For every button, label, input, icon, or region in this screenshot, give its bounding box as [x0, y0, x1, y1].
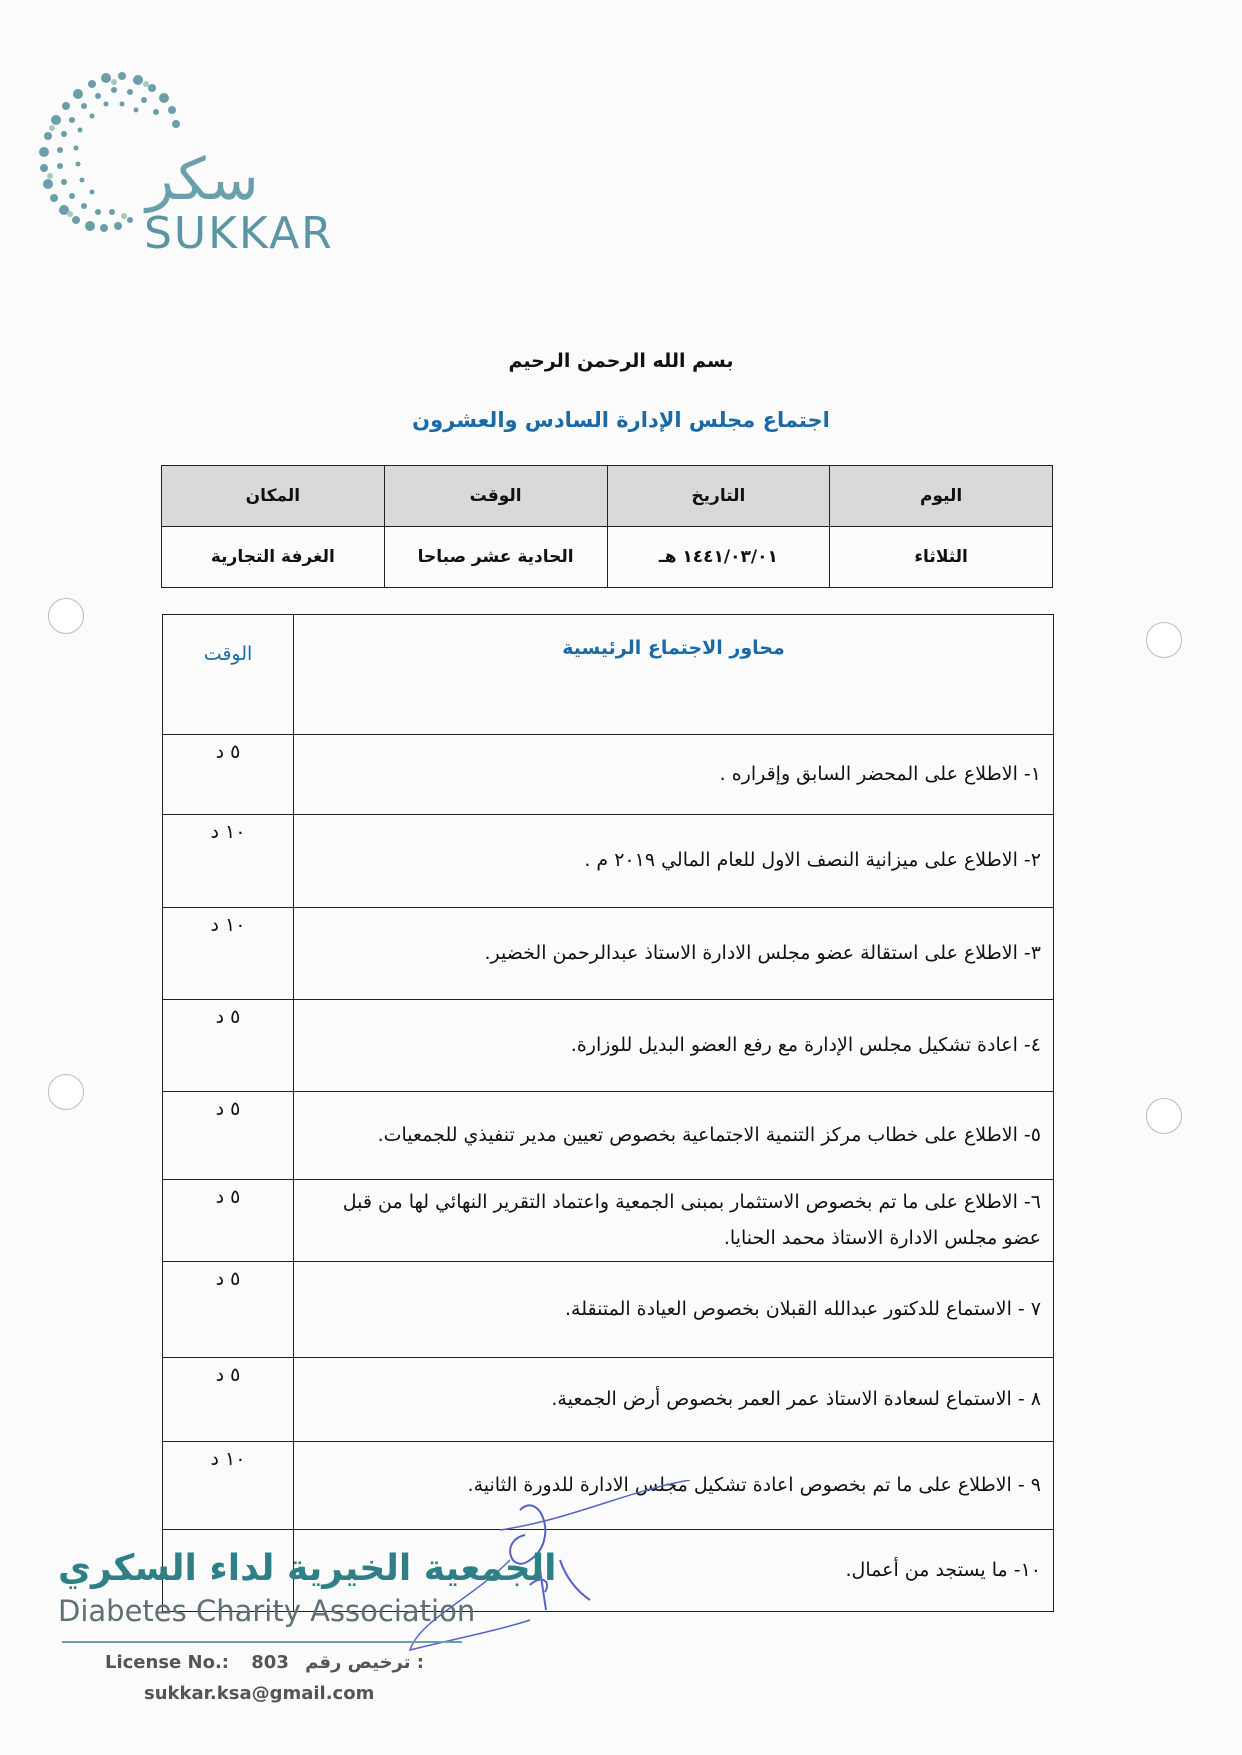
agenda-table: [162, 614, 1054, 1612]
license-number: 803: [251, 1652, 289, 1673]
association-name-english: Diabetes Charity Association: [58, 1594, 476, 1628]
agenda-item-text: ٩ - الاطلاع على ما تم بخصوص اعادة تشكيل مجلس الادارة للدورة الثانية.: [294, 1442, 1054, 1530]
agenda-item-text: ٢- الاطلاع على ميزانية النصف الاول للعام المالي ٢٠١٩ م .: [294, 815, 1054, 908]
agenda-item-text: ٤- اعادة تشكيل مجلس الإدارة مع رفع العضو البديل للوزارة.: [294, 1000, 1054, 1092]
license-label: License No.:: [105, 1652, 229, 1673]
footer-divider: [62, 1641, 462, 1643]
agenda-row: [163, 1000, 1054, 1092]
license-label-arabic: ترخيص رقم :: [305, 1652, 424, 1673]
agenda-row: [163, 1358, 1054, 1442]
punch-hole-icon: [48, 598, 84, 634]
agenda-row: [163, 1180, 1054, 1262]
agenda-item-time: ٥ د: [163, 1180, 294, 1262]
agenda-item-text: ٣- الاطلاع على استقالة عضو مجلس الادارة الاستاذ عبدالرحمن الخضير.: [294, 908, 1054, 1000]
info-header-place: المكان: [162, 466, 385, 527]
info-value-date: ١٤٤١/٠٣/٠١ هـ: [607, 527, 830, 588]
agenda-item-time: ٥ د: [163, 1262, 294, 1358]
license-line: [105, 1652, 424, 1673]
agenda-item-text: ١- الاطلاع على المحضر السابق وإقراره .: [294, 735, 1054, 815]
agenda-item-time: ٥ د: [163, 735, 294, 815]
punch-hole-icon: [48, 1074, 84, 1110]
info-value-time: الحادية عشر صباحا: [384, 527, 607, 588]
agenda-item-time: ٥ د: [163, 1358, 294, 1442]
agenda-header-row: [163, 615, 1054, 735]
bismillah-heading: بسم الله الرحمن الرحيم: [508, 350, 734, 372]
info-header-row: [162, 466, 1053, 527]
info-value-row: [162, 527, 1053, 588]
punch-hole-icon: [1146, 1098, 1182, 1134]
agenda-item-time: ٥ د: [163, 1092, 294, 1180]
info-value-day: الثلاثاء: [830, 527, 1053, 588]
agenda-item-time: ١٠ د: [163, 815, 294, 908]
logo-arabic-text: سكر: [146, 145, 259, 213]
agenda-row: [163, 1092, 1054, 1180]
agenda-row: [163, 1262, 1054, 1358]
meeting-info-table: [161, 465, 1053, 588]
info-header-time: الوقت: [384, 466, 607, 527]
agenda-row: [163, 815, 1054, 908]
association-name-arabic: الجمعية الخيرية لداء السكري: [58, 1548, 557, 1589]
agenda-item-text: ٥- الاطلاع على خطاب مركز التنمية الاجتماعية بخصوص تعيين مدير تنفيذي للجمعيات.: [294, 1092, 1054, 1180]
info-value-place: الغرفة التجارية: [162, 527, 385, 588]
agenda-item-text: ٦- الاطلاع على ما تم بخصوص الاستثمار بمبنى الجمعية واعتماد التقرير النهائي لها من قبل عضو مجلس الادارة الاستاذ محمد الحنايا.: [294, 1180, 1054, 1262]
info-header-date: التاريخ: [607, 466, 830, 527]
agenda-item-text: ٧ - الاستماع للدكتور عبدالله القبلان بخصوص العيادة المتنقلة.: [294, 1262, 1054, 1358]
info-header-day: اليوم: [830, 466, 1053, 527]
meeting-title: اجتماع مجلس الإدارة السادس والعشرون: [412, 408, 830, 432]
agenda-item-time: ١٠ د: [163, 908, 294, 1000]
punch-hole-icon: [1146, 622, 1182, 658]
agenda-item-time: ١٠ د: [163, 1442, 294, 1530]
agenda-row: [163, 735, 1054, 815]
logo-latin-text: SUKKAR: [144, 208, 334, 259]
agenda-item-time: ٥ د: [163, 1000, 294, 1092]
agenda-time-header: الوقت: [163, 615, 294, 735]
agenda-item-text: ١٠- ما يستجد من أعمال.: [294, 1530, 1054, 1612]
contact-email[interactable]: sukkar.ksa@gmail.com: [144, 1683, 375, 1704]
agenda-row: [163, 908, 1054, 1000]
agenda-topic-header: محاور الاجتماع الرئيسية: [294, 615, 1054, 735]
agenda-item-text: ٨ - الاستماع لسعادة الاستاذ عمر العمر بخصوص أرض الجمعية.: [294, 1358, 1054, 1442]
